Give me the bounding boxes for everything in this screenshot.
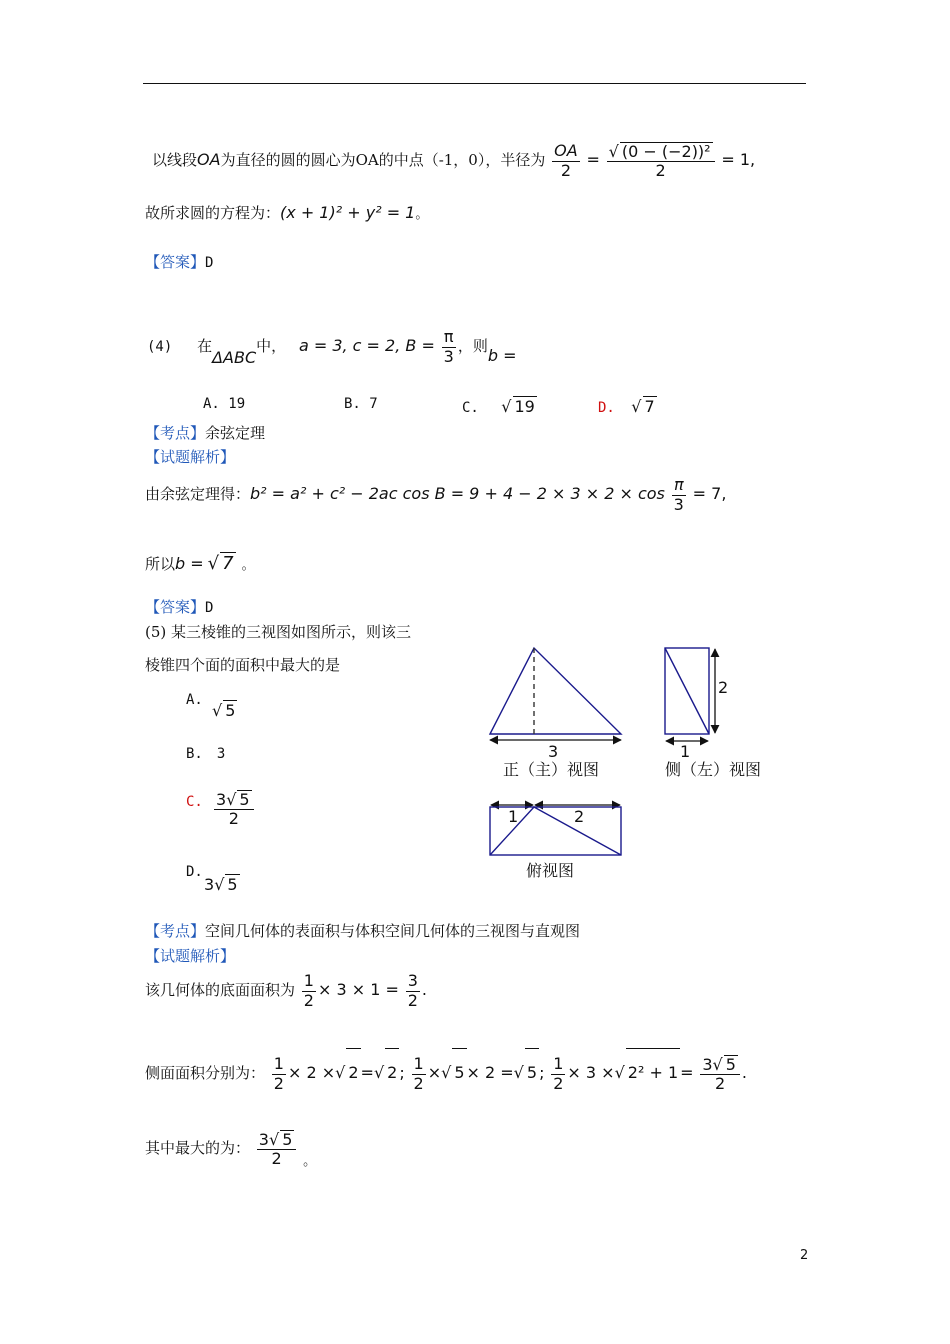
sol2-b: b = [175,554,204,573]
max-area-fraction: $\frac{3√ 5}{2}$ [257,1130,297,1169]
q4-text-mid: 中， [256,337,287,355]
front-view [490,648,621,734]
side-dim-width: 1 [680,742,691,761]
jiexi-label: 【试题解析】 [145,448,236,466]
circle-equation: (x + 1)² + y² = 1 [280,203,416,222]
kaodian-label: 【考点】 [145,424,206,442]
sec3-line2 [145,202,428,223]
front-dim-label: 3 [548,742,559,761]
header-rule [143,83,806,84]
q5-solution-2: 侧面面积分别为： $\frac{1}{2}$ × 2 ×√ 2 =√ 2 ; $\frac{1}{2}$ ×√ 5 × 2 =√ 5 ; $\frac{1}{2}$ × 3 ×√ 2² + 1 = $\frac{3√ 5}{2}$ . [145,1048,747,1097]
three-view-figure [480,640,790,890]
q5-stem-2: 棱锥四个面的面积中最大的是 [145,656,341,674]
q5-option-d: D. 3√ 5 [186,864,238,894]
q4-text-then: ，则 [457,337,488,355]
answer-label: 【答案】 [145,253,206,271]
q4-jiexi [145,446,235,467]
side-view [665,648,709,734]
kaodian-text: 空间几何体的表面积与体积空间几何体的三视图与直观图 [205,922,581,940]
q4-option-a: A. 19 [203,396,246,412]
radius-result: = 1, [721,150,756,169]
q4-text-in: 在 [197,337,213,355]
side-dim-height: 2 [718,678,729,697]
q4-solution-2: 所以b = √ 7 。 [145,553,255,574]
circle-equation-label: 故所求圆的方程为： [145,204,281,222]
sec3-text-a: 以线段 [152,151,198,169]
q5-option-b: B. 3 [186,746,226,762]
q4-solution-1 [145,472,726,516]
q4-given: a = 3, c = 2, B = [298,336,435,355]
period: 。 [415,207,429,222]
q4-triangle: ΔABC [212,348,257,367]
sol1-end: . [421,980,427,999]
top-caption: 俯视图 [526,861,575,880]
sol-result: = 7, [692,484,727,503]
q5-option-c: C. $\frac{3√ 5}{2}$ [186,794,203,810]
sec3-line1: 以线段OA为直径的圆的圆心为OA的中点（-1，0），半径为 $\frac{OA}{2}$ = $\frac{\text{√ (0 − (−2))²}}{2}$ = 1, [152,141,756,180]
answer-value: D [205,255,214,271]
sol1-mid: × 3 × 1 = [317,980,399,999]
jiexi-label: 【试题解析】 [145,947,236,965]
q4-kaodian [145,422,265,443]
answer-label: 【答案】 [145,598,206,616]
q5-option-a: A. √ 5 [186,692,236,720]
q5-kaodian [145,920,580,941]
kaodian-label: 【考点】 [145,922,206,940]
sol2-prefix: 所以 [145,555,176,573]
sol3-prefix: 其中最大的为： [145,1139,251,1157]
period: 。 [241,558,255,573]
q4-pi-fraction: $\frac{\pi}{3}$ [443,327,454,366]
side-caption: 侧（左）视图 [665,760,762,779]
sec3-answer [145,251,213,272]
top-dim-2: 2 [574,807,585,826]
q4-option-d: D. √ 7 [598,397,655,416]
cosine-law-eq: b² = a² + c² − 2ac cos B = 9 + 4 − 2 × 3 × 2 × cos [250,484,665,503]
radius-fraction-2: $\frac{\text{√ (0 − (−2))²}}{2}$ [607,142,715,181]
sol1-prefix: 该几何体的底面面积为 [145,981,296,999]
q5-jiexi [145,945,235,966]
oa-symbol: OA [197,150,221,169]
page-number: 2 [800,1248,809,1263]
sol-prefix: 由余弦定理得： [145,485,251,503]
top-dim-1: 1 [508,807,519,826]
radius-fraction-1: $\frac{OA}{2}$ [554,141,578,180]
front-caption: 正（主）视图 [503,760,600,779]
sec3-text-b: 为直径的圆的圆心为OA的中点（-1，0），半径为 [220,151,546,169]
answer-value: D [205,600,214,616]
q5-solution-1 [145,966,427,1014]
q4-option-b: B. 7 [344,396,378,412]
result-fraction: $\frac{3}{2}$ [407,971,418,1010]
kaodian-text: 余弦定理 [205,424,266,442]
q4-stem [147,322,517,371]
period: 。 [303,1154,317,1169]
q4-number: (4) [147,339,173,355]
q4-option-c: C. √ 19 [462,397,535,416]
q4-b-eq: b = [487,346,517,365]
sol2-prefix: 侧面面积分别为： [145,1064,266,1082]
q5-solution-3 [145,1124,316,1174]
sol-pi-fraction: $\frac{\pi}{3}$ [673,475,684,514]
q4-answer [145,596,213,617]
half-fraction: $\frac{1}{2}$ [303,971,314,1010]
q5-stem-1: (5) 某三棱锥的三视图如图所示，则该三 [145,623,412,641]
